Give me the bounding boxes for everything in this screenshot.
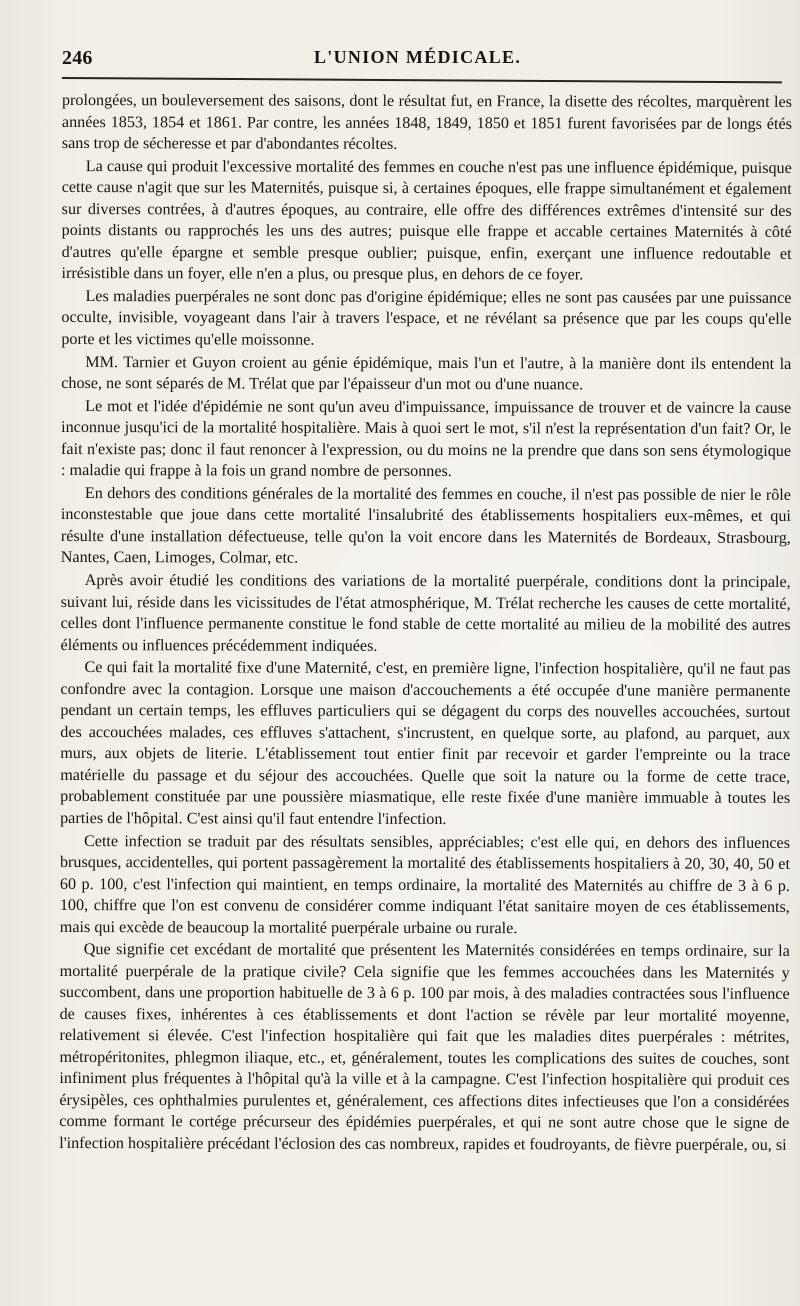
paragraph-1: prolongées, un bouleversement des saisons, dont le résultat fut, en France, la disette des récoltes, marquèrent les années 1853, 1854 et 1861. Par contre, les années 1848, 1849, 1850 et 1851 furent favorisées par de longs étés sans trop de sécheresse et par d'abondantes récoltes. [61, 91, 792, 153]
page-number: 246 [62, 47, 93, 69]
paragraph-5: Le mot et l'idée d'épidémie ne sont qu'un aveu d'impuissance, impuissance de trouver et de vaincre la cause inconnue jusqu'ici de la mortalité hospitalière. Mais à quoi sert le mot, s'il n'est la représentation d'un fait? Or, le fait n'existe pas; donc il faut renoncer à l'expression, ou du moins ne la prendre que dans son sens étymologique : maladie qui frappe à la fois un grand nombre de personnes. [60, 397, 792, 481]
paragraph-8: Ce qui fait la mortalité fixe d'une Maternité, c'est, en première ligne, l'infection hospitalière, qu'il ne faut pas confondre avec la contagion. Lorsque une maison d'accouchements a été occupée d'une manière permanente pendant un certain temps, les effluves particuliers qui se dégagent du corps des nouvelles accouchées, surtout des accouchées malades, ces effluves s'attachent, s'incrustent, en quelque sorte, au plafond, au parquet, aux murs, aux objets de literie. L'établissement tout entier finit par recevoir et garder l'empreinte ou la trace matérielle du passage et du séjour des accouchées. Quelle que soit la nature ou la forme de cette trace, probablement constituée par une poussière miasmatique, elle reste fixée d'une manière immuable à toutes les parties de l'hôpital. C'est ainsi qu'il faut entendre l'infection. [60, 659, 791, 828]
paragraph-4: MM. Tarnier et Guyon croient au génie épidémique, mais l'un et l'autre, à la manière dont ils entendent la chose, ne sont séparés de M. Trélat que par l'épaisseur d'un mot ou d'une nuance. [61, 353, 792, 394]
page-header [62, 41, 782, 75]
article-body [59, 90, 792, 1297]
paragraph-3: Les maladies puerpérales ne sont donc pas d'origine épidémique; elles ne sont pas causées par une puissance occulte, invisible, voyageant dans l'air à travers l'espace, et ne révélant sa présence que par les coups qu'elle porte et les victimes qu'elle moissonne. [61, 287, 792, 349]
paragraph-6: En dehors des conditions générales de la mortalité des femmes en couche, il n'est pas possible de nier le rôle inconstestable que joue dans cette mortalité l'insalubrité des établissements hospitaliers eux-mêmes, et qui résulte d'une installation défectueuse, telle qu'on la voit encore dans les Maternités de Bordeaux, Strasbourg, Nantes, Caen, Limoges, Colmar, etc. [60, 484, 791, 568]
header-rule [62, 77, 782, 83]
paragraph-2: La cause qui produit l'excessive mortalité des femmes en couche n'est pas une influence épidémique, puisque cette cause n'agit que sur les Maternités, puisque si, à certaines époques, elle frappe simultanément et également sur diverses contrées, à d'autres époques, au contraire, elle offre des différences extrêmes d'intensité sur des points distants ou rapprochés les uns des autres; puisque elle frappe et accable certaines Maternités à côté d'autres qu'elle épargne et semble presque oublier; puisque, enfin, exerçant une influence redoutable et irrésistible dans un foyer, elle n'en a plus, ou presque plus, en dehors de ce foyer. [61, 157, 792, 284]
paragraph-10: Que signifie cet excédant de mortalité que présentent les Maternités considérées en temps ordinaire, sur la mortalité puerpérale de la pratique civile? Cela signifie que les femmes accouchées dans les Maternités y succombent, dans une proportion habituelle de 3 à 6 p. 100 par mois, à des maladies contractées sous l'influence de causes fixes, inhérentes à ces établissements et dont l'action se révèle par leur mortalité moyenne, relativement si élevée. C'est l'infection hospitalière qui fait que les maladies dites puerpérales : métrites, métropéritonites, phlegmon iliaque, etc., et, généralement, toutes les complications des suites de couches, sont infiniment plus fréquentes à l'hôpital qu'à la ville et à la campagne. C'est l'infection hospitalière qui produit ces érysipèles, ces ophthalmies purulentes et, généralement, ces affections dites infectieuses que l'on a considérées comme formant le cortége précurseur des épidémies puerpérales, et qui ne sont autre chose que le signe de l'infection hospitalière précédant l'éclosion des cas nombreux, rapides et foudroyants, de fièvre puerpérale, ou, si [59, 941, 790, 1154]
paragraph-9: Cette infection se traduit par des résultats sensibles, appréciables; c'est elle qui, en dehors des influences brusques, accidentelles, qui portent passagèrement la mortalité des établissements hospitaliers à 20, 30, 40, 50 et 60 p. 100, c'est l'infection qui maintient, en temps ordinaire, la mortalité des Maternités au chiffre de 3 à 6 p. 100, chiffre que l'on est convenu de considérer comme indiquant l'état sanitaire moyen de ces établissements, mais qui excède de beaucoup la mortalité puerpérale urbaine ou rurale. [59, 832, 791, 937]
running-head: L'UNION MÉDICALE. [314, 47, 522, 67]
paragraph-7: Après avoir étudié les conditions des variations de la mortalité puerpérale, conditions dont la principale, suivant lui, réside dans les vicissitudes de l'état atmosphérique, M. Trélat recherche les causes de cette mortalité, celles dont l'influence permanente constitue le fond stable de cette mortalité au milieu de la mobilité des autres éléments ou influences précédemment indiquées. [60, 572, 791, 655]
